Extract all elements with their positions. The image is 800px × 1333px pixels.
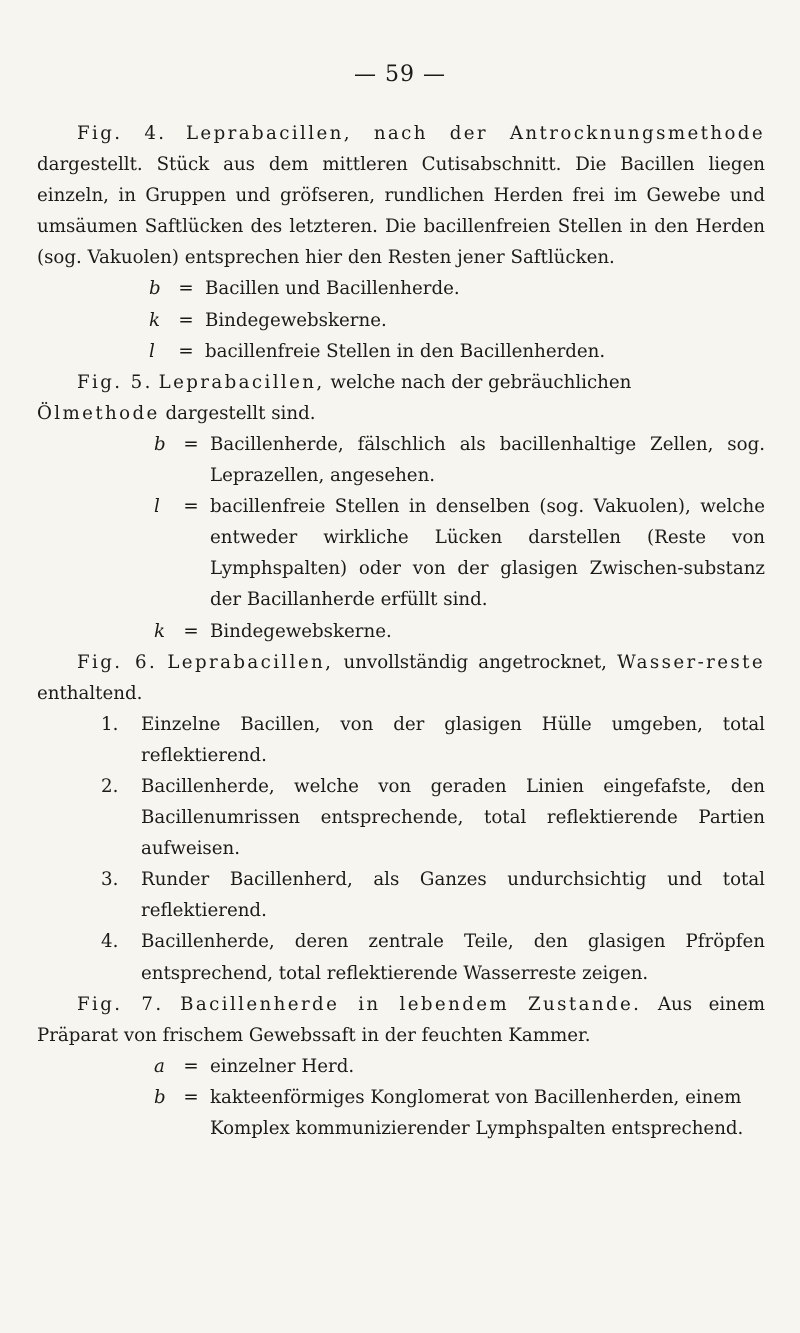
legend-definition: Bacillenherde, fälschlich als bacillenhaltige Zellen, sog. Leprazellen, angesehen. — [210, 433, 765, 487]
fig6-text-2: enthaltend. — [37, 682, 143, 704]
fig4-title: Leprabacillen, nach der Antrocknungsmethode — [185, 123, 765, 144]
fig7-title: Bacillenherde in lebendem Zustande. — [180, 993, 642, 1015]
legend-key: a — [154, 1055, 165, 1077]
figure-captions — [37, 118, 765, 1144]
item-number: 1. — [101, 713, 119, 735]
legend-equals: = — [178, 309, 194, 331]
fig6-label: Fig. 6. — [77, 651, 158, 673]
fig5-legend-l — [154, 491, 765, 615]
fig5-legend-k — [154, 616, 765, 647]
legend-key: k — [149, 309, 161, 331]
fig6-title: Leprabacillen, — [167, 651, 334, 673]
legend-key: b — [154, 1086, 166, 1108]
fig6-item-4 — [101, 926, 765, 988]
legend-key: l — [149, 340, 155, 362]
fig7-legend-b — [154, 1082, 765, 1144]
legend-equals: = — [183, 620, 199, 642]
fig6-item-2 — [101, 771, 765, 864]
legend-equals: = — [178, 340, 194, 362]
item-text: Bacillenherde, welche von geraden Linien eingefafste, den Bacillenumrissen entsprechende, total reflektierende Partien aufweisen. — [141, 775, 765, 860]
legend-key: k — [154, 620, 166, 642]
legend-equals: = — [183, 496, 199, 518]
fig5-label: Fig. 5. — [77, 371, 153, 393]
page-number: — 59 — — [354, 62, 446, 87]
fig6-text: unvollständig angetrocknet, — [343, 651, 607, 673]
fig5-caption-cont — [37, 398, 765, 429]
fig5-legend-b — [154, 429, 765, 491]
fig7-label: Fig. 7. — [77, 993, 164, 1015]
fig7-text: Aus einem Präparat von frischem Gewebssaft in der feuchten Kammer. — [37, 993, 765, 1046]
fig5-title: Leprabacillen, — [158, 371, 325, 393]
item-number: 3. — [101, 869, 119, 891]
fig7-caption — [37, 989, 765, 1051]
fig4-legend-k — [149, 305, 765, 336]
fig5-method: Ölmethode — [37, 402, 160, 424]
item-text: Runder Bacillenherd, als Ganzes undurchsichtig und total reflektierend. — [141, 869, 765, 922]
item-number: 4. — [101, 931, 119, 953]
legend-equals: = — [178, 278, 194, 300]
fig4-label: Fig. 4. — [77, 123, 167, 144]
legend-equals: = — [183, 1055, 199, 1077]
fig5-caption — [37, 367, 765, 398]
fig7-legend-a — [154, 1051, 765, 1082]
fig4-text: dargestellt. Stück aus dem mittleren Cutisabschnitt. Die Bacillen liegen einzeln, in Gruppen und gröfseren, rundlichen Herden frei im Gewebe und umsäumen Saftlücken des letzteren. Die bacillenfreien Stellen in den Herden (sog. Vakuolen) entsprechen hier den Resten jener Saftlücken. — [37, 154, 765, 269]
item-number: 2. — [101, 775, 119, 797]
fig6-spaced-word-2: reste — [706, 651, 765, 673]
legend-key: l — [154, 496, 160, 518]
fig5-text-2: dargestellt sind. — [159, 402, 316, 424]
fig6-caption — [37, 647, 765, 709]
fig5-text: welche nach der gebräuchlichen — [330, 371, 632, 393]
legend-definition: Bindegewebskerne. — [205, 309, 387, 331]
fig6-spaced-word: Wasser- — [617, 651, 707, 673]
item-text: Bacillenherde, deren zentrale Teile, den glasigen Pfröpfen entsprechend, total reflektierende Wasserreste zeigen. — [141, 931, 765, 984]
legend-equals: = — [183, 1086, 199, 1108]
item-text: Einzelne Bacillen, von der glasigen Hülle umgeben, total reflektierend. — [141, 713, 765, 766]
fig4-legend-b — [149, 273, 765, 304]
legend-definition: Bacillen und Bacillenherde. — [205, 278, 460, 300]
legend-key: b — [154, 433, 166, 455]
fig6-item-1 — [101, 709, 765, 771]
legend-definition: bacillenfreie Stellen in denselben (sog. Vakuolen), welche entweder wirkliche Lücken darstellen (Reste von Lymphspalten) oder von der glasigen Zwischen-substanz der Bacillanherde erfüllt sind. — [210, 496, 765, 611]
fig4-legend-l — [149, 336, 765, 367]
fig6-item-3 — [101, 864, 765, 926]
legend-definition: einzelner Herd. — [210, 1055, 355, 1077]
fig4-caption — [37, 118, 765, 273]
legend-definition: kakteenförmiges Konglomerat von Bacillenherden, einem Komplex kommunizierender Lymphspalten entsprechend. — [210, 1086, 744, 1139]
legend-definition: Bindegewebskerne. — [210, 620, 392, 642]
legend-equals: = — [183, 433, 199, 455]
legend-key: b — [149, 278, 161, 300]
legend-definition: bacillenfreie Stellen in den Bacillenherden. — [205, 340, 606, 362]
